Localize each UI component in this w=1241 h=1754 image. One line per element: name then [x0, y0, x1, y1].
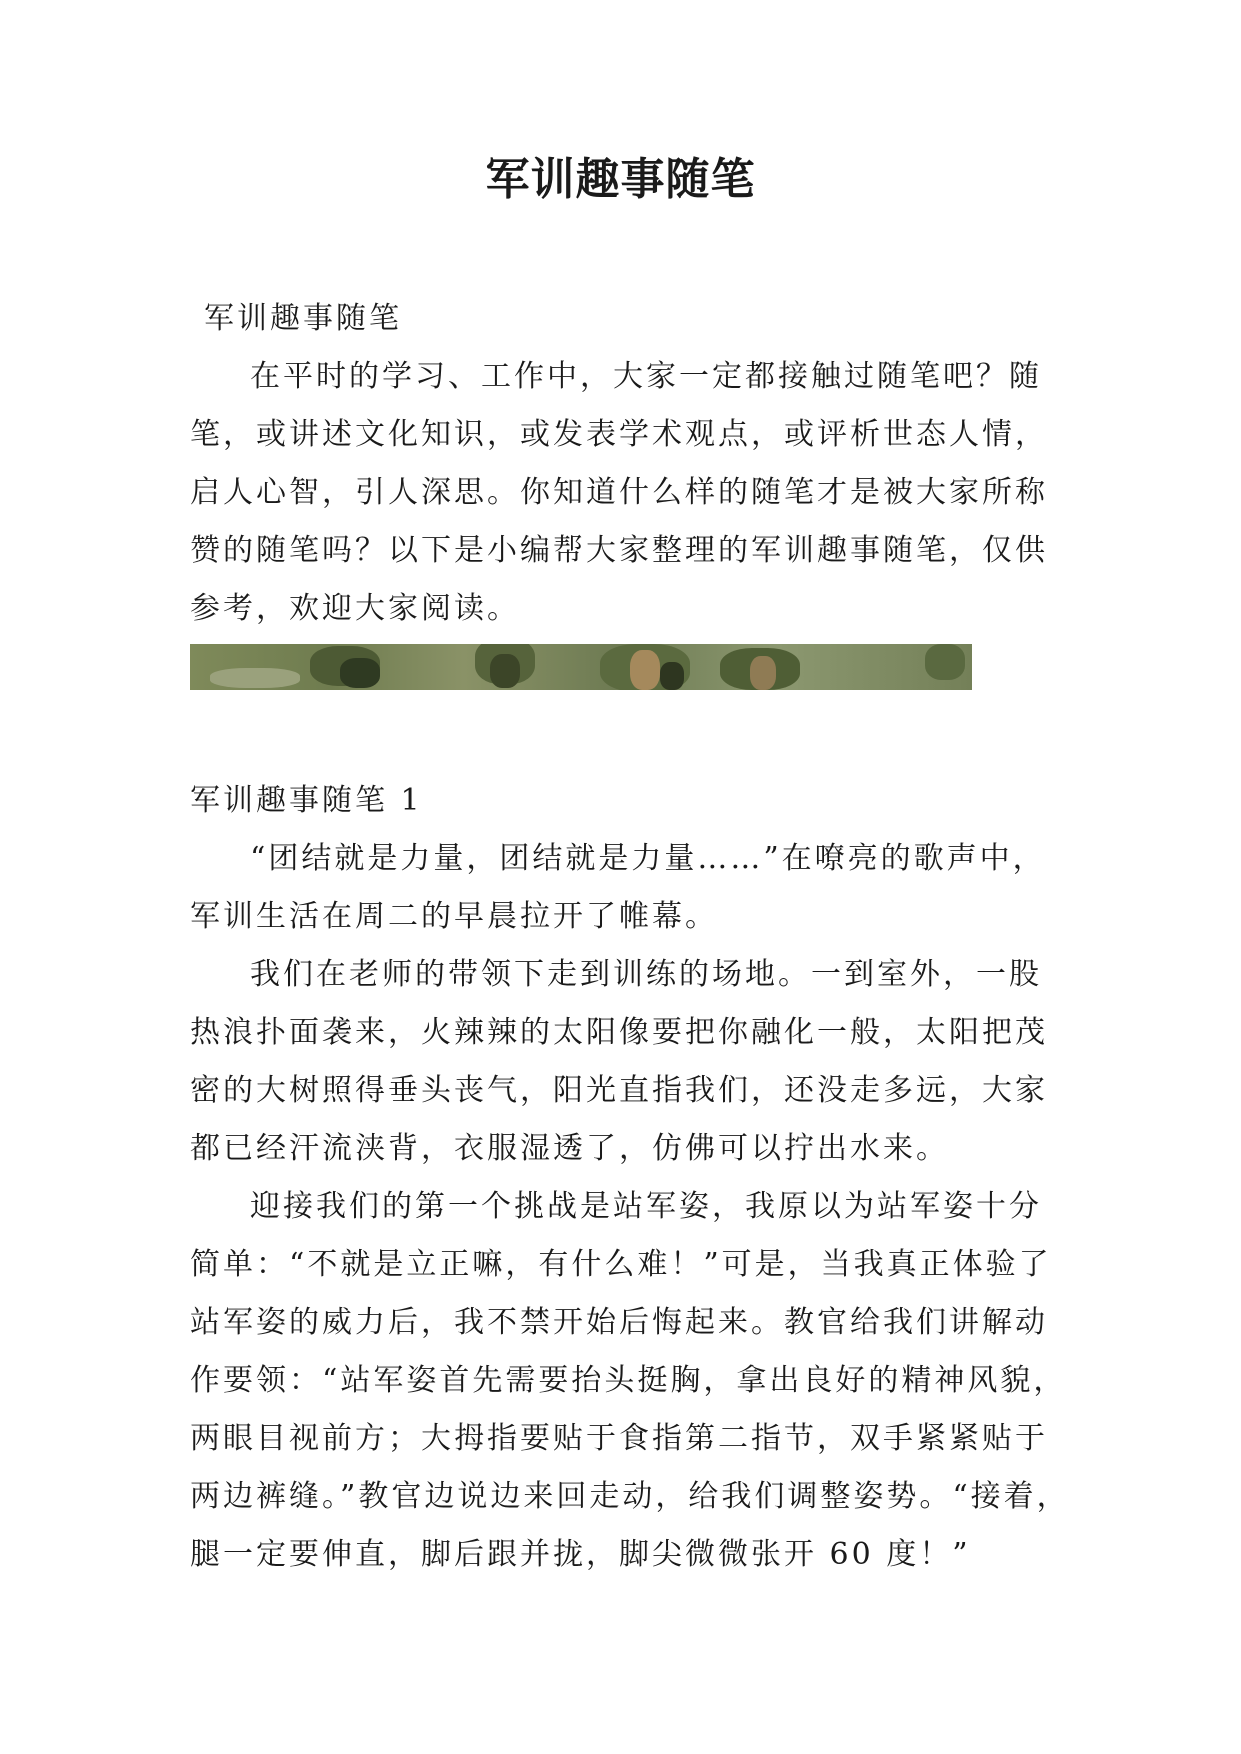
military-training-photo — [190, 644, 972, 690]
section-heading: 军训趣事随笔 1 — [190, 783, 423, 818]
intro-paragraph: 在平时的学习、工作中，大家一定都接触过随笔吧？随笔，或讲述文化知识，或发表学术观点，或评析世态人情，启人心智，引人深思。你知道什么样的随笔才是被大家所称赞的随笔吗？以下是小编帮大家整理的军训趣事随笔，仅供参考，欢迎大家阅读。 — [190, 359, 1048, 626]
document-body — [190, 290, 1070, 1584]
body-paragraph: “团结就是力量，团结就是力量……”在嘹亮的歌声中，军训生活在周二的早晨拉开了帷幕。 — [190, 841, 1046, 934]
body-paragraph: 我们在老师的带领下走到训练的场地。一到室外，一股热浪扑面袭来，火辣辣的太阳像要把你融化一般，太阳把茂密的大树照得垂头丧气，阳光直指我们，还没走多远，大家都已经汗流浃背，衣服湿透了，仿佛可以拧出水来。 — [190, 957, 1048, 1166]
document-title: 军训趣事随笔 — [485, 154, 756, 205]
document-subtitle: 军训趣事随笔 — [204, 301, 402, 336]
body-paragraph: 迎接我们的第一个挑战是站军姿，我原以为站军姿十分简单：“不就是立正嘛，有什么难！”可是，当我真正体验了站军姿的威力后，我不禁开始后悔起来。教官给我们讲解动作要领：“站军姿首先需要抬头挺胸，拿出良好的精神风貌，两眼目视前方；大拇指要贴于食指第二指节，双手紧紧贴于两边裤缝。”教官边说边来回走动，给我们调整姿势。“接着，腿一定要伸直，脚后跟并拢，脚尖微微张开 60 度！” — [190, 1189, 1070, 1572]
